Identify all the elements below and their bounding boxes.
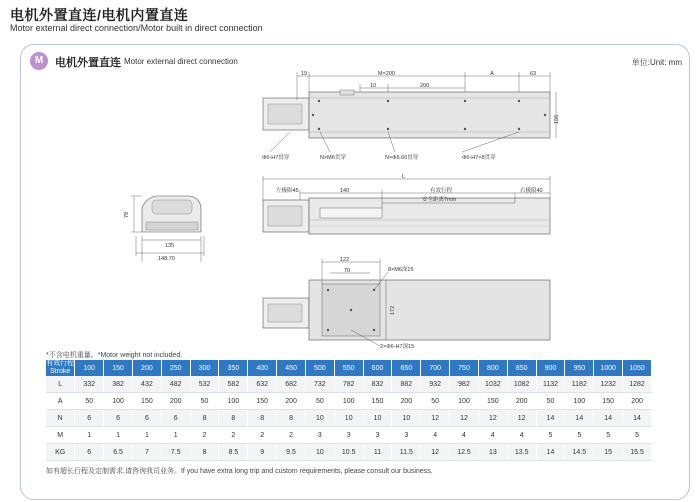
dim-left-limit: 左极限45: [276, 188, 299, 194]
stroke-header: 850: [507, 360, 536, 376]
stroke-header: 100: [75, 360, 104, 376]
table-cell: 6.5: [104, 444, 133, 461]
table-cell: 332: [75, 376, 104, 393]
table-cell: 8: [190, 410, 219, 427]
stroke-header: 150: [104, 360, 133, 376]
stroke-header: 950: [565, 360, 594, 376]
table-row: [46, 427, 652, 444]
table-cell: 50: [190, 393, 219, 410]
table-cell: 2: [190, 427, 219, 444]
table-cell: 12: [450, 410, 479, 427]
table-cell: 12.5: [450, 444, 479, 461]
stroke-header: 1050: [623, 360, 652, 376]
table-cell: 1: [75, 427, 104, 444]
table-cell: 2: [277, 427, 306, 444]
table-cell: 682: [277, 376, 306, 393]
table-cell: 4: [421, 427, 450, 444]
table-cell: 10: [334, 410, 363, 427]
stroke-label-zh: 有效行程: [46, 360, 75, 367]
table-cell: 782: [334, 376, 363, 393]
row-label: KG: [46, 444, 75, 461]
stroke-header: 500: [305, 360, 334, 376]
table-cell: 6: [75, 444, 104, 461]
spec-table: [46, 360, 652, 461]
table-cell: 50: [75, 393, 104, 410]
table-cell: 8: [248, 410, 277, 427]
table-footer: 如有超长行程及定制需求,请咨询我司业务。If you have extra long trip and custom requirements, please consult our business.: [46, 468, 433, 475]
table-cell: 50: [421, 393, 450, 410]
top-view: [262, 71, 560, 161]
table-cell: 2: [219, 427, 248, 444]
row-label: L: [46, 376, 75, 393]
table-cell: 14: [623, 410, 652, 427]
table-cell: 11.5: [392, 444, 421, 461]
table-cell: 10: [363, 410, 392, 427]
page-title: 电机外置直连/电机内置直连: [10, 7, 189, 23]
stroke-header: 700: [421, 360, 450, 376]
table-cell: 4: [450, 427, 479, 444]
table-cell: 532: [190, 376, 219, 393]
carriage: [320, 208, 382, 218]
table-cell: 150: [248, 393, 277, 410]
table-cell: 5: [565, 427, 594, 444]
table-cell: 6: [75, 410, 104, 427]
table-cell: 12: [478, 410, 507, 427]
callout-h7-through: Φ6-H7贯穿: [262, 155, 290, 161]
dim-135: 135: [165, 243, 175, 249]
table-cell: 100: [219, 393, 248, 410]
dim-l: L: [402, 174, 406, 180]
stroke-label-en: Stroke: [50, 368, 71, 375]
table-cell: 150: [594, 393, 623, 410]
dim-78: 78: [124, 211, 130, 218]
stroke-header: 900: [536, 360, 565, 376]
table-cell: 6: [132, 410, 161, 427]
table-cell: 9: [248, 444, 277, 461]
table-cell: 832: [363, 376, 392, 393]
table-cell: 14.5: [565, 444, 594, 461]
bottom-view: [263, 257, 550, 350]
end-view: [124, 196, 204, 262]
table-cell: 1232: [594, 376, 623, 393]
table-cell: 12: [421, 444, 450, 461]
table-row: [46, 376, 652, 393]
table-cell: 200: [507, 393, 536, 410]
table-cell: 100: [334, 393, 363, 410]
side-view: [263, 174, 550, 234]
stroke-header: 450: [277, 360, 306, 376]
dim-70: 70: [344, 268, 351, 274]
table-cell: 13.5: [507, 444, 536, 461]
dim-200: 200: [420, 83, 430, 89]
table-cell: 7.5: [161, 444, 190, 461]
callout-8xm6: 8×M6深15: [388, 267, 414, 273]
dim-19: 19: [301, 71, 308, 77]
table-cell: 1182: [565, 376, 594, 393]
table-cell: 4: [507, 427, 536, 444]
table-cell: 10: [392, 410, 421, 427]
table-cell: 582: [219, 376, 248, 393]
table-cell: 15.5: [623, 444, 652, 461]
table-cell: 14: [536, 410, 565, 427]
dim-172: 172: [390, 305, 396, 315]
stroke-header: 200: [132, 360, 161, 376]
table-cell: 882: [392, 376, 421, 393]
dim-right-limit: 右极限40: [520, 188, 543, 194]
table-note: *不含电机重量。*Motor weight not included.: [46, 352, 183, 359]
table-cell: 200: [623, 393, 652, 410]
stroke-header: 350: [219, 360, 248, 376]
table-cell: 5: [623, 427, 652, 444]
stroke-label: 有效行程: [430, 188, 453, 194]
table-cell: 5: [536, 427, 565, 444]
table-cell: 14: [594, 410, 623, 427]
actuator-body-top: [309, 92, 550, 138]
stroke-header: 800: [478, 360, 507, 376]
table-cell: 1082: [507, 376, 536, 393]
stroke-header-cell: [46, 360, 75, 376]
safety-label: 安全距离7mm: [422, 197, 457, 203]
table-cell: 432: [132, 376, 161, 393]
stroke-header: 550: [334, 360, 363, 376]
table-cell: 9.5: [277, 444, 306, 461]
table-cell: 200: [392, 393, 421, 410]
table-row: [46, 393, 652, 410]
stroke-header: 1000: [594, 360, 623, 376]
callout-h7x8-through: Φ6-H7×8贯穿: [462, 155, 496, 161]
table-cell: 50: [305, 393, 334, 410]
table-cell: 482: [161, 376, 190, 393]
table-cell: 50: [536, 393, 565, 410]
table-cell: 7: [132, 444, 161, 461]
table-cell: 10: [305, 410, 334, 427]
table-cell: 12: [421, 410, 450, 427]
table-cell: 6: [161, 410, 190, 427]
table-cell: 13: [478, 444, 507, 461]
table-cell: 3: [363, 427, 392, 444]
table-cell: 1282: [623, 376, 652, 393]
table-cell: 1032: [478, 376, 507, 393]
table-cell: 932: [421, 376, 450, 393]
dim-140: 140: [340, 188, 350, 194]
table-cell: 100: [565, 393, 594, 410]
callout-660-through: N×Φ6.60贯穿: [385, 155, 419, 161]
section-title: 电机外置直连: [55, 57, 121, 69]
row-label: M: [46, 427, 75, 444]
table-cell: 15: [594, 444, 623, 461]
table-cell: 1132: [536, 376, 565, 393]
table-cell: 1: [161, 427, 190, 444]
table-cell: 1: [132, 427, 161, 444]
table-row: [46, 444, 652, 461]
table-cell: 4: [478, 427, 507, 444]
table-cell: 3: [392, 427, 421, 444]
stroke-header: 750: [450, 360, 479, 376]
callout-m6-through: N×M6贯穿: [320, 155, 346, 161]
table-cell: 8: [190, 444, 219, 461]
row-label: N: [46, 410, 75, 427]
section-subtitle: Motor external direct connection: [124, 57, 238, 66]
table-cell: 382: [104, 376, 133, 393]
table-cell: 982: [450, 376, 479, 393]
table-cell: 8: [219, 410, 248, 427]
table-cell: 200: [277, 393, 306, 410]
table-cell: 2: [248, 427, 277, 444]
section-badge: M: [30, 52, 48, 70]
callout-2xh7: 2×Φ6-H7深15: [380, 344, 415, 350]
stroke-header: 650: [392, 360, 421, 376]
stroke-header: 250: [161, 360, 190, 376]
table-header-row: [46, 360, 652, 376]
table-cell: 200: [161, 393, 190, 410]
table-cell: 1: [104, 427, 133, 444]
table-cell: 150: [132, 393, 161, 410]
dim-122: 122: [340, 257, 350, 263]
table-cell: 150: [478, 393, 507, 410]
dim-a: A: [490, 71, 494, 77]
table-cell: 100: [104, 393, 133, 410]
table-cell: 3: [305, 427, 334, 444]
row-label: A: [46, 393, 75, 410]
table-cell: 150: [363, 393, 392, 410]
table-cell: 3: [334, 427, 363, 444]
table-cell: 8.5: [219, 444, 248, 461]
table-row: [46, 410, 652, 427]
table-cell: 632: [248, 376, 277, 393]
table-cell: 14: [536, 444, 565, 461]
table-cell: 6: [104, 410, 133, 427]
stroke-header: 300: [190, 360, 219, 376]
table-cell: 10: [305, 444, 334, 461]
table-cell: 11: [363, 444, 392, 461]
table-cell: 100: [450, 393, 479, 410]
dim-156: 156: [554, 114, 560, 124]
table-cell: 5: [594, 427, 623, 444]
dim-10: 10: [370, 83, 377, 89]
stroke-header: 400: [248, 360, 277, 376]
table-cell: 8: [277, 410, 306, 427]
stroke-header: 600: [363, 360, 392, 376]
table-cell: 732: [305, 376, 334, 393]
dim-148-70: 148.70: [158, 256, 175, 262]
table-cell: 12: [507, 410, 536, 427]
unit-label: 单位:Unit: mm: [631, 58, 682, 67]
dim-63: 63: [530, 71, 537, 77]
table-cell: 14: [565, 410, 594, 427]
page-subtitle: Motor external direct connection/Motor built in direct connection: [10, 23, 263, 33]
table-cell: 10.5: [334, 444, 363, 461]
dim-m200: M×200: [378, 71, 395, 77]
